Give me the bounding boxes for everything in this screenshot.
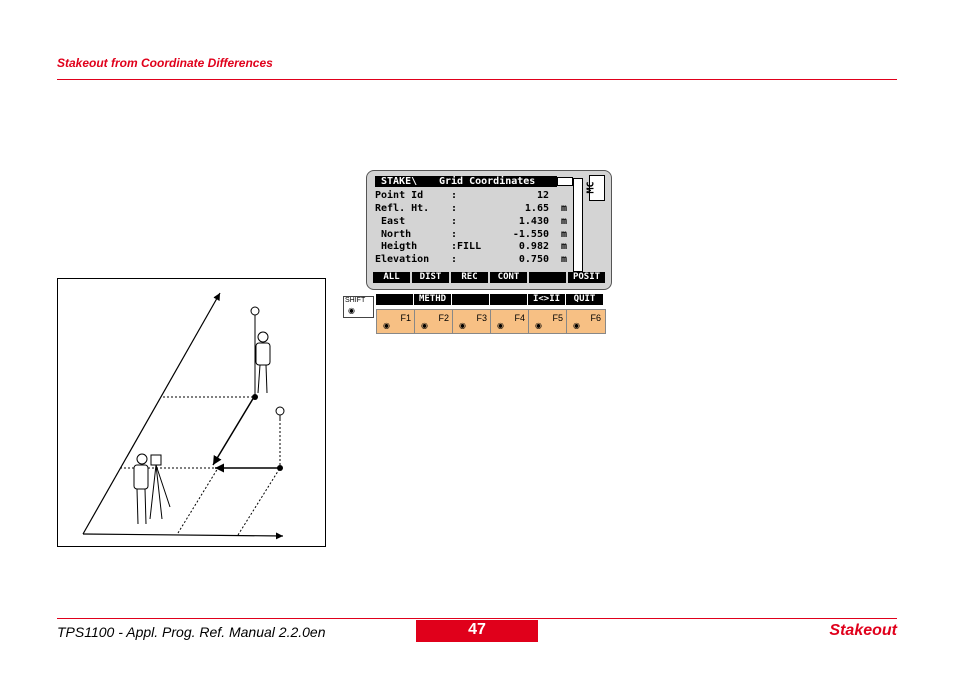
row-height: Heigth :FILL 0.982 m: [375, 241, 567, 252]
softkey-all[interactable]: ALL: [373, 272, 410, 283]
footer-rule: [57, 618, 897, 619]
key-f1[interactable]: F1 ◉: [377, 310, 415, 333]
north-difference-arrow: [213, 397, 254, 465]
screen-title-right: Grid Coordinates: [439, 176, 536, 187]
shift-softkey-bar: [376, 294, 604, 305]
rod-person-icon: [251, 307, 270, 397]
shift-softkey-4[interactable]: [490, 294, 527, 305]
softkey-bar: [371, 272, 605, 284]
surveyor-instrument-icon: [134, 454, 170, 524]
chapter-title: Stakeout: [829, 622, 897, 639]
row-north: North : -1.550 m: [375, 229, 567, 240]
page-number: 47: [416, 620, 538, 642]
key-f4[interactable]: F4 ◉: [491, 310, 529, 333]
softkey-empty[interactable]: [529, 272, 566, 283]
shift-softkey-1[interactable]: [376, 294, 413, 305]
function-key-row: [376, 309, 606, 334]
reflector-icon: [276, 407, 284, 419]
key-f3[interactable]: F3 ◉: [453, 310, 491, 333]
mc-indicator: MC: [589, 175, 605, 201]
instrument-display: [366, 170, 612, 290]
row-east: East : 1.430 m: [375, 216, 567, 227]
key-f5[interactable]: F5 ◉: [529, 310, 567, 333]
shift-softkey-quit[interactable]: QUIT: [566, 294, 603, 305]
softkey-dist[interactable]: DIST: [412, 272, 449, 283]
shift-softkey-methd[interactable]: METHD: [414, 294, 451, 305]
screen-title-left: STAKE\: [381, 176, 418, 187]
screen-title-bar: [375, 176, 557, 187]
row-elevation: Elevation : 0.750 m: [375, 254, 567, 265]
manual-title: TPS1100 - Appl. Prog. Ref. Manual 2.2.0en: [57, 624, 326, 640]
scrollbar[interactable]: [573, 178, 583, 272]
section-title: Stakeout from Coordinate Differences: [57, 56, 273, 70]
shift-key[interactable]: SHIFT ◉: [343, 296, 374, 318]
stakeout-illustration: [57, 278, 326, 547]
east-axis: [83, 534, 283, 536]
battery-icon: [557, 177, 573, 186]
softkey-rec[interactable]: REC: [451, 272, 488, 283]
shift-softkey-3[interactable]: [452, 294, 489, 305]
row-refl-ht: Refl. Ht. : 1.65 m: [375, 203, 567, 214]
key-f2[interactable]: F2 ◉: [415, 310, 453, 333]
stakeout-diagram: [58, 279, 325, 546]
header-rule: [57, 79, 897, 80]
shift-led-icon: ◉: [348, 306, 355, 315]
softkey-cont[interactable]: CONT: [490, 272, 527, 283]
row-point-id: Point Id : 12: [375, 190, 549, 201]
softkey-posit[interactable]: POSIT: [568, 272, 605, 283]
key-f6[interactable]: F6 ◉: [573, 313, 601, 330]
shift-softkey-page[interactable]: I<>II: [528, 294, 565, 305]
